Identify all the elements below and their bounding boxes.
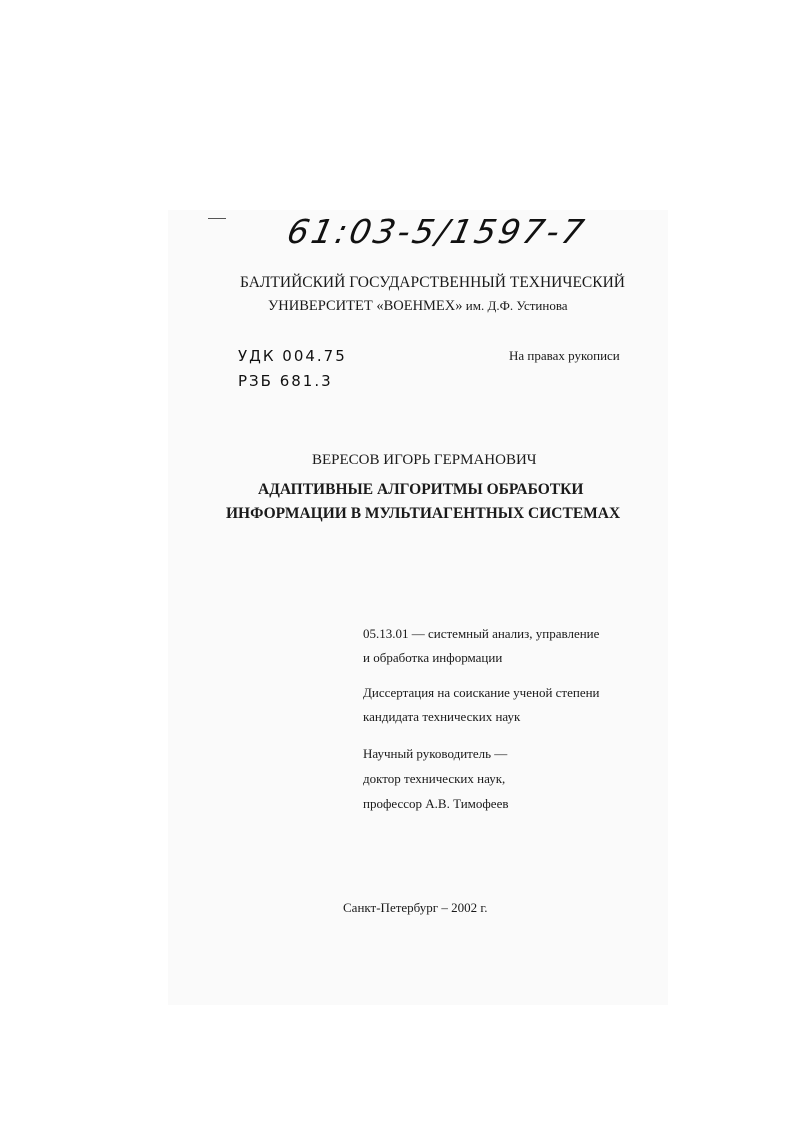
supervisor-line2: доктор технических наук, <box>363 771 506 786</box>
dissertation-line2: кандидата технических наук <box>363 709 521 724</box>
author-name: ВЕРЕСОВ ИГОРЬ ГЕРМАНОВИЧ <box>312 452 537 468</box>
city-year: Санкт-Петербург – 2002 г. <box>343 900 488 915</box>
thesis-title-line2: ИНФОРМАЦИИ В МУЛЬТИАГЕНТНЫХ СИСТЕМАХ <box>226 505 621 522</box>
dissertation-line1: Диссертация на соискание ученой степени <box>363 685 600 700</box>
handwritten-catalog-number: 61:03-5/1597-7 <box>283 212 591 251</box>
university-name-line2 <box>268 298 568 315</box>
supervisor-line1: Научный руководитель — <box>363 746 508 761</box>
university-name-rest: им. Д.Ф. Устинова <box>462 298 568 313</box>
handwritten-bbk: РЗБ 681.3 <box>238 372 333 390</box>
university-name-caps: УНИВЕРСИТЕТ «ВОЕНМЕХ» <box>268 298 463 314</box>
handwritten-udk: УДК 004.75 <box>238 347 347 365</box>
university-name-line1: БАЛТИЙСКИЙ ГОСУДАРСТВЕННЫЙ ТЕХНИЧЕСКИЙ <box>240 274 625 291</box>
specialty-line2: и обработка информации <box>363 650 503 665</box>
corner-mark <box>208 218 226 219</box>
supervisor-line3: профессор А.В. Тимофеев <box>363 796 509 811</box>
page-sheet <box>168 210 668 1005</box>
specialty-line1: 05.13.01 — системный анализ, управление <box>363 626 600 641</box>
rights-note: На правах рукописи <box>509 348 620 363</box>
thesis-title-line1: АДАПТИВНЫЕ АЛГОРИТМЫ ОБРАБОТКИ <box>258 481 584 498</box>
